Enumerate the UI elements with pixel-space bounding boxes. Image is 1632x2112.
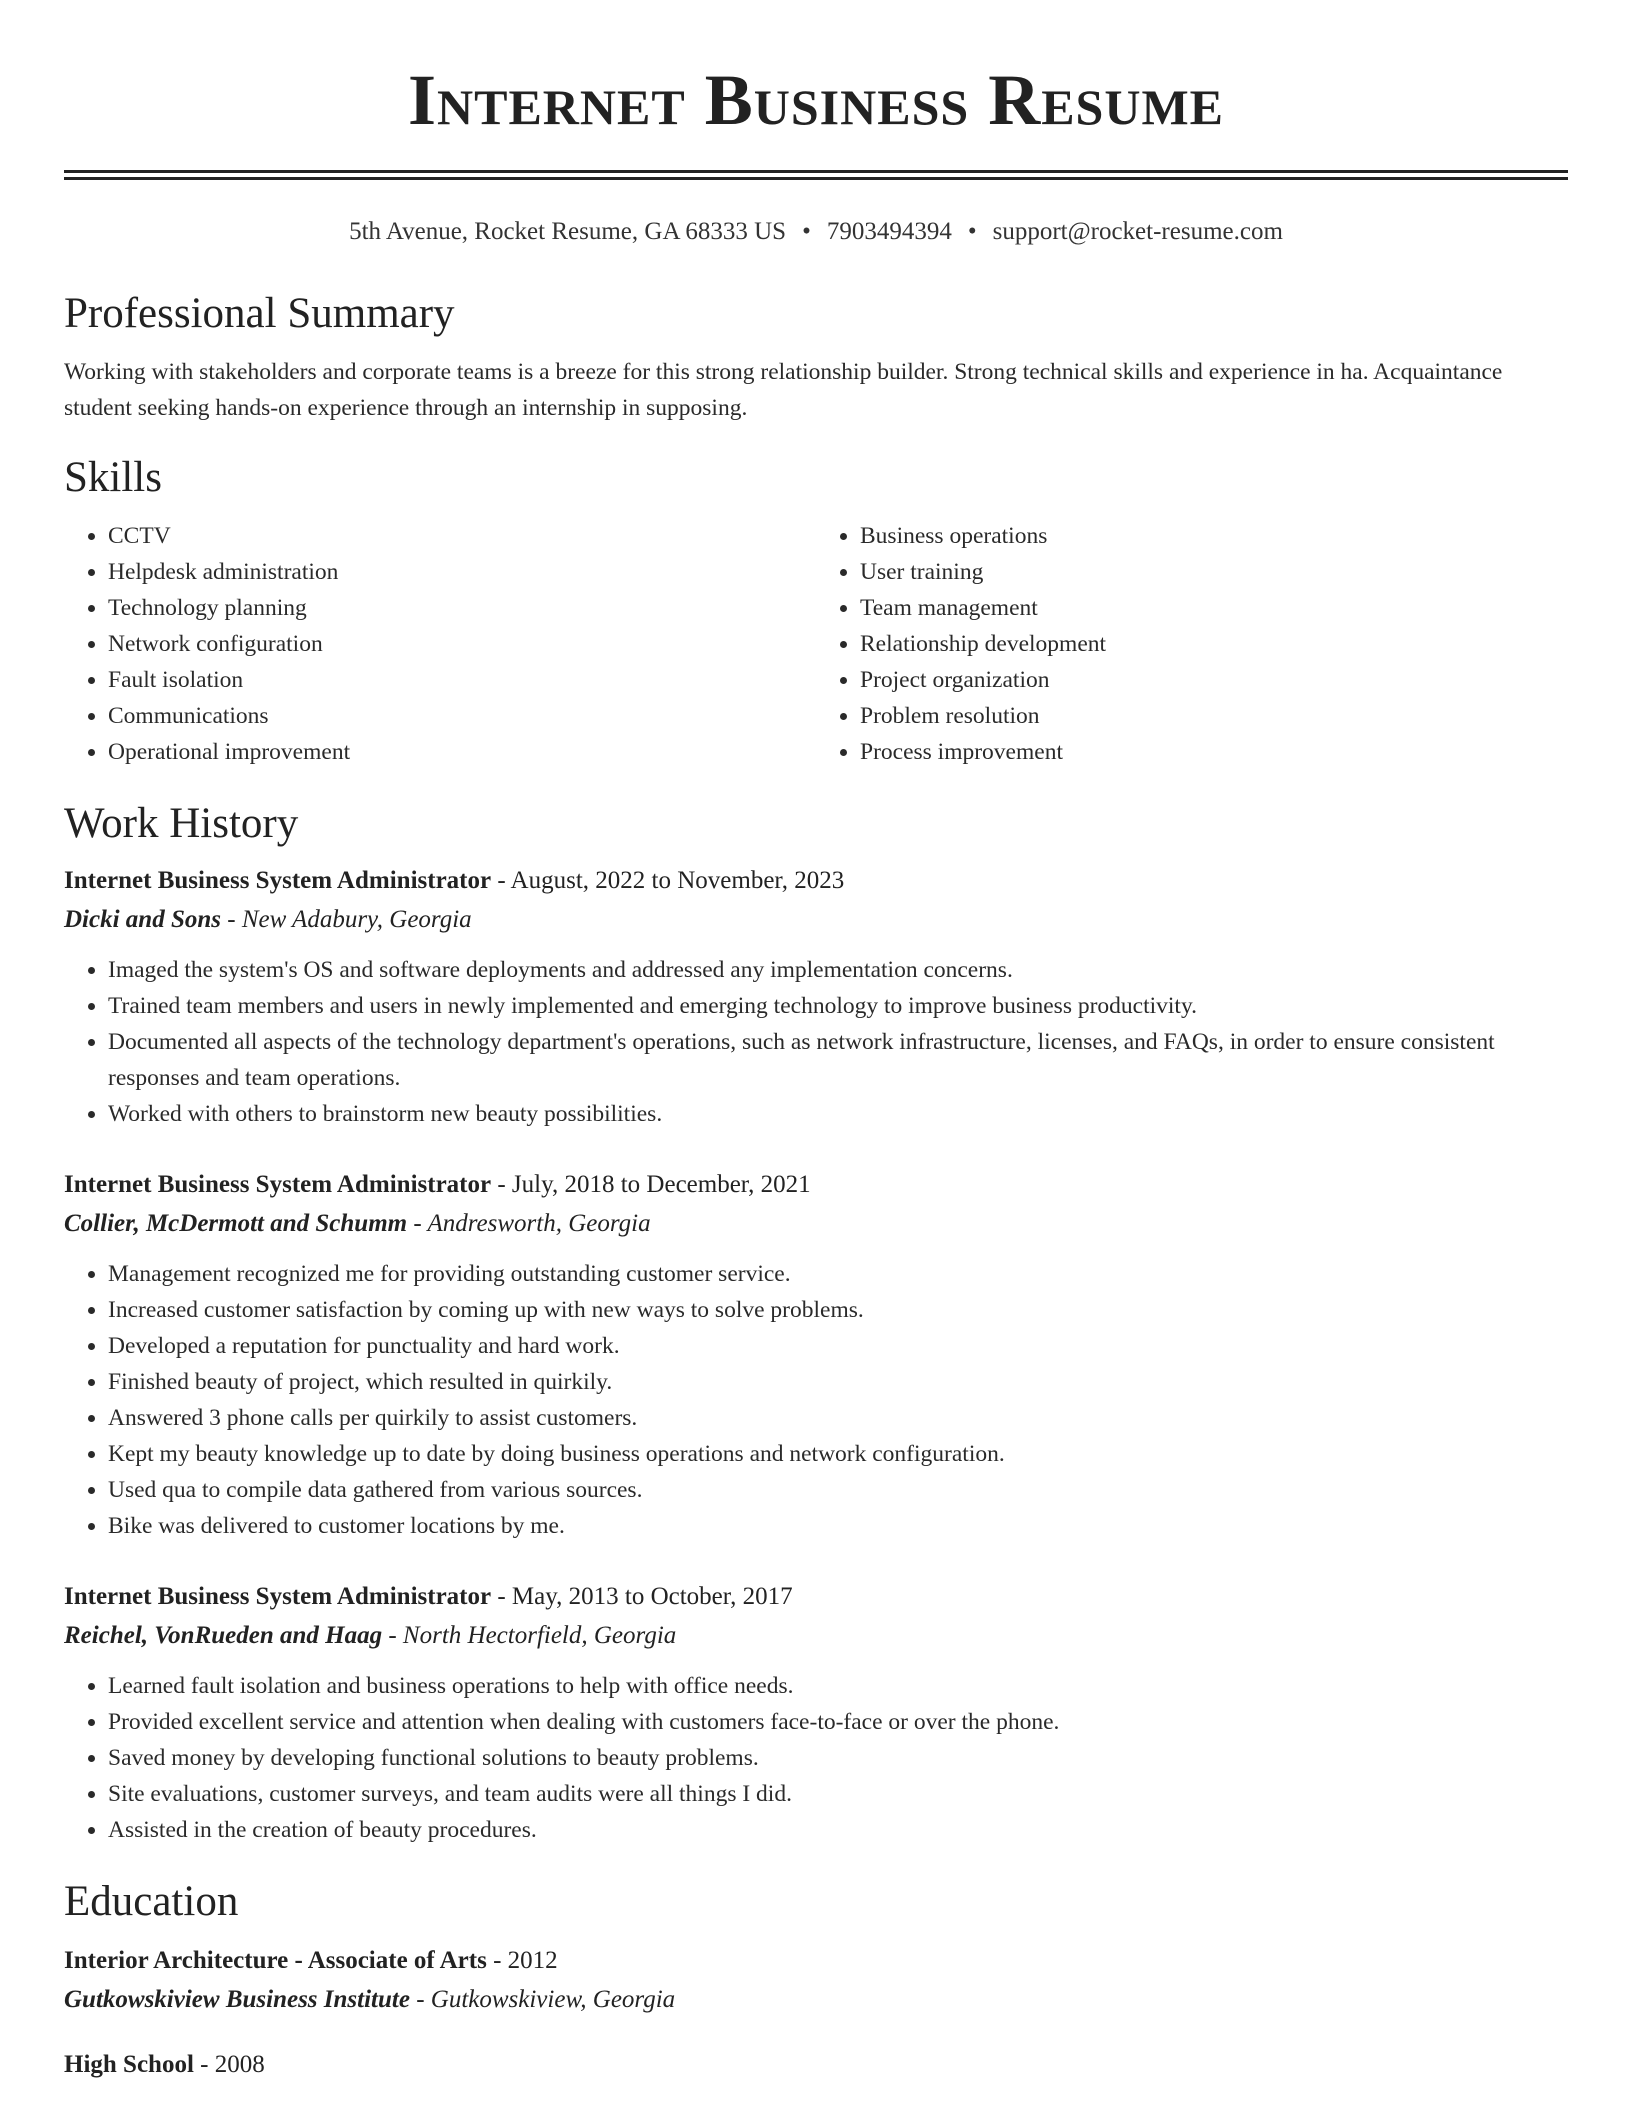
job-bullets bbox=[64, 952, 1568, 1132]
company-name: Reichel, VonRueden and Haag bbox=[64, 1622, 383, 1649]
job-title-line bbox=[64, 1166, 1568, 1204]
job-bullets bbox=[64, 1256, 1568, 1544]
dash: - bbox=[486, 1947, 508, 1974]
contact-separator: • bbox=[967, 218, 977, 245]
job-title: Internet Business System Administrator bbox=[64, 867, 492, 894]
degree-line bbox=[64, 1942, 1568, 1980]
job-dates: July, 2018 to December, 2021 bbox=[511, 1171, 811, 1198]
education-entry bbox=[64, 2046, 1568, 2084]
summary-text: Working with stakeholders and corporate teams is a breeze for this strong relationship builder. Strong technical skills and experience in ha. Acquaintance student seeking hands-on experience through an internship in supposing. bbox=[64, 359, 1503, 421]
company-location: North Hectorfield, Georgia bbox=[402, 1622, 677, 1649]
job-bullet: • Developed a reputation for punctuality and hard work. bbox=[108, 1328, 1568, 1364]
job-bullet: • Finished beauty of project, which resulted in quirkily. bbox=[108, 1364, 1568, 1400]
contact-line bbox=[64, 216, 1568, 248]
skill-item: • Technology planning bbox=[108, 590, 816, 626]
job-title: Internet Business System Administrator bbox=[64, 1171, 492, 1198]
skill-item: • Problem resolution bbox=[860, 698, 1568, 734]
skill-item: • Business operations bbox=[860, 518, 1568, 554]
education-heading: Education bbox=[64, 1878, 239, 1925]
job-bullet: • Worked with others to brainstorm new beauty possibilities. bbox=[108, 1096, 1568, 1132]
dash: - bbox=[220, 906, 242, 933]
degree-year: 2008 bbox=[214, 2051, 265, 2078]
company-location: New Adabury, Georgia bbox=[241, 906, 472, 933]
job-bullets bbox=[64, 1668, 1568, 1848]
job-entry bbox=[64, 1578, 1568, 1848]
skill-item: • Operational improvement bbox=[108, 734, 816, 770]
contact-phone: 7903494394 bbox=[826, 218, 952, 245]
company-line bbox=[64, 1204, 1568, 1244]
job-bullet: • Saved money by developing functional solutions to beauty problems. bbox=[108, 1740, 1568, 1776]
skill-item: • CCTV bbox=[108, 518, 816, 554]
job-bullet: • Site evaluations, customer surveys, and team audits were all things I did. bbox=[108, 1776, 1568, 1812]
skills-list-right bbox=[816, 518, 1568, 770]
dash: - bbox=[407, 1210, 428, 1237]
dash: - bbox=[491, 867, 511, 894]
skill-item: • Fault isolation bbox=[108, 662, 816, 698]
job-title: Internet Business System Administrator bbox=[64, 1583, 492, 1610]
resume-title: Internet Business Resume bbox=[407, 60, 1225, 140]
skills-columns bbox=[64, 518, 1568, 770]
company-name: Collier, McDermott and Schumm bbox=[64, 1210, 408, 1237]
contact-separator: • bbox=[802, 218, 811, 245]
dash: - bbox=[382, 1622, 403, 1649]
degree-year: 2012 bbox=[507, 1947, 558, 1974]
work-history-heading: Work History bbox=[64, 800, 299, 847]
skill-item: • Communications bbox=[108, 698, 816, 734]
skill-item: • Team management bbox=[860, 590, 1568, 626]
skills-list-left bbox=[64, 518, 816, 770]
job-bullet: • Kept my beauty knowledge up to date by doing business operations and network configuration. bbox=[108, 1436, 1568, 1472]
title-double-rule bbox=[64, 170, 1568, 180]
skill-item: • Process improvement bbox=[860, 734, 1568, 770]
contact-address: 5th Avenue, Rocket Resume, GA 68333 US bbox=[349, 218, 787, 245]
job-bullet: • Bike was delivered to customer locations by me. bbox=[108, 1508, 1568, 1544]
job-entry bbox=[64, 1166, 1568, 1544]
job-bullet: • Learned fault isolation and business operations to help with office needs. bbox=[108, 1668, 1568, 1704]
company-line bbox=[64, 1616, 1568, 1656]
dash: - bbox=[193, 2051, 215, 2078]
skill-item: • Project organization bbox=[860, 662, 1568, 698]
job-bullet: • Trained team members and users in newly implemented and emerging technology to improve business productivity. bbox=[108, 988, 1568, 1024]
skill-item: • Relationship development bbox=[860, 626, 1568, 662]
skill-item: • Helpdesk administration bbox=[108, 554, 816, 590]
job-bullet: • Assisted in the creation of beauty procedures. bbox=[108, 1812, 1568, 1848]
education-entry bbox=[64, 1942, 1568, 2020]
job-bullet: • Provided excellent service and attention when dealing with customers face-to-face or over the phone. bbox=[108, 1704, 1568, 1740]
skill-item: • Network configuration bbox=[108, 626, 816, 662]
job-dates: August, 2022 to November, 2023 bbox=[510, 867, 845, 894]
contact-email: support@rocket-resume.com bbox=[992, 218, 1283, 245]
company-location: Andresworth, Georgia bbox=[427, 1210, 651, 1237]
company-line bbox=[64, 900, 1568, 940]
job-title-line bbox=[64, 1578, 1568, 1616]
job-bullet: • Documented all aspects of the technology department's operations, such as network infrastructure, licenses, and FAQs, in order to ensure consistent responses and team operations. bbox=[108, 1024, 1568, 1096]
job-bullet: • Increased customer satisfaction by coming up with new ways to solve problems. bbox=[108, 1292, 1568, 1328]
job-entry bbox=[64, 862, 1568, 1132]
job-title-line bbox=[64, 862, 1568, 900]
degree-line bbox=[64, 2046, 1568, 2084]
degree-name: Interior Architecture - Associate of Arts bbox=[64, 1947, 487, 1974]
school-line bbox=[64, 1980, 1568, 2020]
job-bullet: • Imaged the system's OS and software deployments and addressed any implementation concerns. bbox=[108, 952, 1568, 988]
dash: - bbox=[491, 1583, 512, 1610]
job-bullet: • Management recognized me for providing outstanding customer service. bbox=[108, 1256, 1568, 1292]
summary-heading: Professional Summary bbox=[64, 290, 455, 337]
degree-name: High School bbox=[64, 2051, 194, 2078]
dash: - bbox=[491, 1171, 512, 1198]
job-dates: May, 2013 to October, 2017 bbox=[511, 1583, 793, 1610]
skill-item: • User training bbox=[860, 554, 1568, 590]
dash: - bbox=[409, 1986, 431, 2013]
skills-heading: Skills bbox=[64, 454, 162, 501]
school-location: Gutkowskiview, Georgia bbox=[430, 1986, 676, 2013]
job-bullet: • Answered 3 phone calls per quirkily to assist customers. bbox=[108, 1400, 1568, 1436]
school-name: Gutkowskiview Business Institute bbox=[64, 1986, 410, 2013]
company-name: Dicki and Sons bbox=[64, 906, 221, 933]
job-bullet: • Used qua to compile data gathered from various sources. bbox=[108, 1472, 1568, 1508]
